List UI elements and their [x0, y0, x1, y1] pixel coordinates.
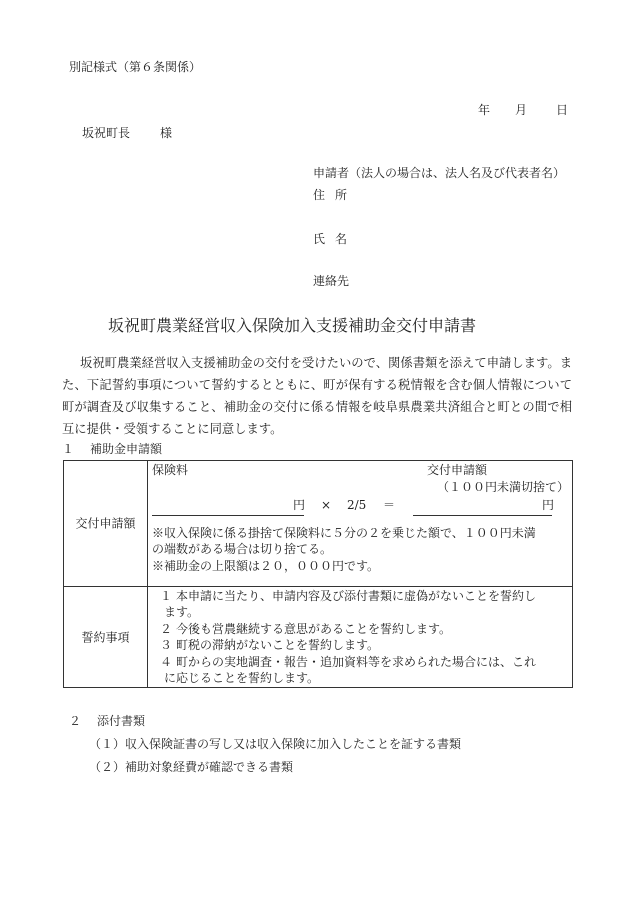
section1-number: １ — [62, 442, 75, 456]
form-label: 別記様式（第６条関係） — [69, 60, 202, 74]
contact-label: 連絡先 — [313, 274, 350, 288]
pledge-item — [152, 638, 379, 653]
pledge-item-number: １ — [160, 589, 173, 603]
equals-sign: ＝ — [383, 498, 396, 512]
grant-amount-cell — [148, 461, 572, 586]
multiply-sign: × — [321, 498, 332, 512]
pledge-item-number: ２ — [160, 622, 173, 636]
pledge-item-text: 町税の滞納がないことを誓約します。 — [176, 638, 380, 652]
pledge-cell — [148, 587, 572, 688]
section1-title: 補助金申請額 — [90, 442, 163, 456]
grant-amount-header: 交付申請額 — [75, 516, 136, 530]
pledge-row — [64, 587, 572, 688]
rate-fraction: 2/5 — [347, 498, 367, 512]
pledge-item-continuation: ます。 — [164, 605, 200, 619]
premium-input-line[interactable] — [152, 515, 304, 516]
rounding-note: （１００円未満切捨て） — [437, 480, 570, 494]
section2-heading — [69, 714, 145, 729]
date-month-label: 月 — [515, 103, 528, 117]
section2-number: ２ — [69, 714, 82, 728]
grant-amount-row — [64, 461, 572, 587]
applicant-label: 申請者（法人の場合は、法人名及び代表者名） — [313, 166, 566, 180]
premium-yen-unit: 円 — [293, 498, 306, 512]
body-paragraph: 坂祝町農業経営収入支援補助金の交付を受けたいので、関係書類を添えて申請します。また、下記誓約事項について誓約するとともに、町が保有する税情報を含む個人情報について町が調査及び収集すること、補助金の交付に係る情報を岐阜県農業共済組合と町との間で相互に提供・受領することに同意します。 — [62, 356, 572, 436]
grant-table — [63, 460, 573, 688]
note-line-1: ※収入保険に係る掛捨て保険料に５分の２を乗じた額で、１００円未満 — [152, 526, 536, 540]
addressee-honorific: 様 — [160, 126, 173, 140]
pledge-item-number: ３ — [160, 638, 173, 652]
pledge-header: 誓約事項 — [81, 630, 130, 644]
attachment-item: （１）収入保険証書の写し又は収入保険に加入したことを証する書類 — [89, 737, 462, 751]
pledge-item — [152, 655, 536, 670]
pledge-item — [152, 589, 536, 604]
note-line-3: ※補助金の上限額は２０，０００円です。 — [152, 559, 380, 573]
date-year-label: 年 — [478, 103, 491, 117]
pledge-item-continuation: に応じることを誓約します。 — [164, 671, 320, 685]
pledge-header-cell — [64, 587, 148, 688]
grant-input-line[interactable] — [413, 515, 552, 516]
pledge-item-text: 町からの実地調査・報告・追加資料等を求められた場合には、これ — [176, 655, 537, 669]
addressee-name: 坂祝町長 — [82, 126, 131, 140]
grant-amount-header-cell — [64, 461, 148, 586]
date-day-label: 日 — [556, 103, 569, 117]
address-label: 住所 — [313, 188, 358, 202]
document-title: 坂祝町農業経営収入保険加入支援補助金交付申請書 — [108, 316, 477, 335]
grant-label: 交付申請額 — [427, 463, 488, 477]
section2-title: 添付書類 — [97, 714, 146, 728]
pledge-item — [152, 622, 451, 637]
section1-heading — [62, 442, 162, 457]
pledge-item-text: 本申請に当たり、申請内容及び添付書類に虚偽がないことを誓約し — [176, 589, 537, 603]
grant-yen-unit: 円 — [542, 498, 555, 512]
pledge-item-text: 今後も営農継続する意思があることを誓約します。 — [176, 622, 452, 636]
name-label: 氏名 — [313, 232, 358, 246]
pledge-item-number: ４ — [160, 655, 173, 669]
note-line-2: の端数がある場合は切り捨てる。 — [152, 542, 333, 556]
attachment-item: （２）補助対象経費が確認できる書類 — [89, 760, 294, 774]
premium-label: 保険料 — [152, 463, 189, 477]
